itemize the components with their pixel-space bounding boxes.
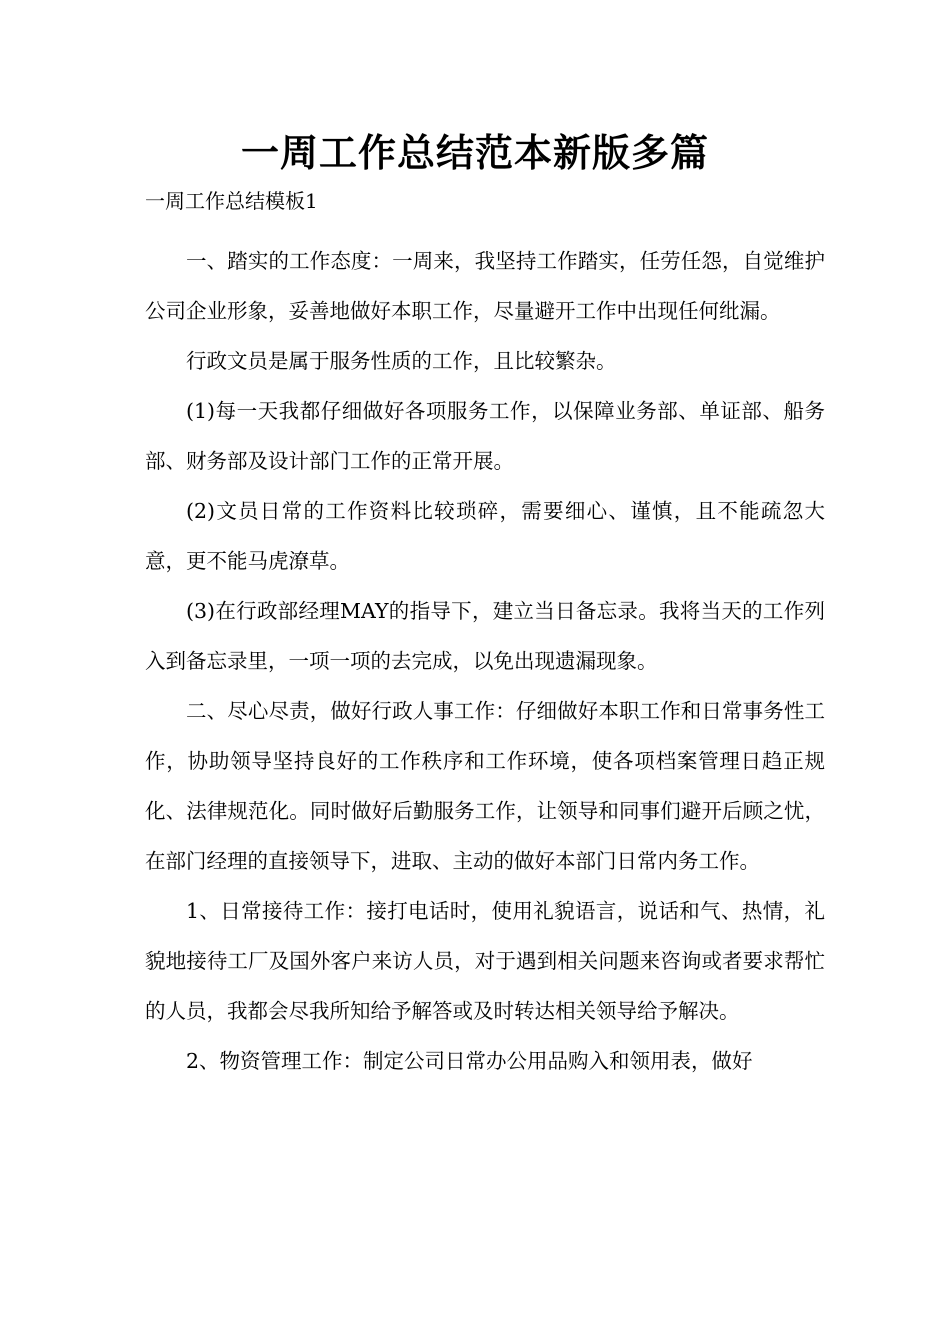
paragraph-hr-work: 二、尽心尽责，做好行政人事工作：仔细做好本职工作和日常事务性工作，协助领导坚持良好的工作秩序和工作环境，使各项档案管理日趋正规化、法律规范化。同时做好后勤服务工作，让领导和同事们避开后顾之忧，在部门经理的直接领导下，进取、主动的做好本部门日常内务工作。 — [145, 699, 825, 873]
paragraph-attitude: 一、踏实的工作态度：一周来，我坚持工作踏实，任劳任怨，自觉维护公司企业形象，妥善地做好本职工作，尽量避开工作中出现任何纰漏。 — [145, 249, 825, 323]
paragraph-item-2: (2)文员日常的工作资料比较琐碎，需要细心、谨慎，且不能疏忽大意，更不能马虎潦草。 — [145, 499, 825, 573]
paragraph-item-1: (1)每一天我都仔细做好各项服务工作，以保障业务部、单证部、船务部、财务部及设计部门工作的正常开展。 — [145, 399, 825, 473]
paragraph-reception: 1、日常接待工作：接打电话时，使用礼貌语言，说话和气、热情，礼貌地接待工厂及国外客户来访人员，对于遇到相关问题来咨询或者要求帮忙的人员，我都会尽我所知给予解答或及时转达相关领导给予解决。 — [145, 899, 825, 1023]
paragraph-item-3: (3)在行政部经理MAY的指导下，建立当日备忘录。我将当天的工作列入到备忘录里，一项一项的去完成，以免出现遗漏现象。 — [145, 599, 825, 673]
document-subtitle: 一周工作总结模板1 — [145, 189, 318, 213]
document-body — [145, 236, 825, 1086]
paragraph-materials: 2、物资管理工作：制定公司日常办公用品购入和领用表，做好 — [186, 1049, 753, 1073]
document-title: 一周工作总结范本新版多篇 — [240, 131, 709, 175]
paragraph-clerk-nature: 行政文员是属于服务性质的工作，且比较繁杂。 — [186, 349, 617, 373]
